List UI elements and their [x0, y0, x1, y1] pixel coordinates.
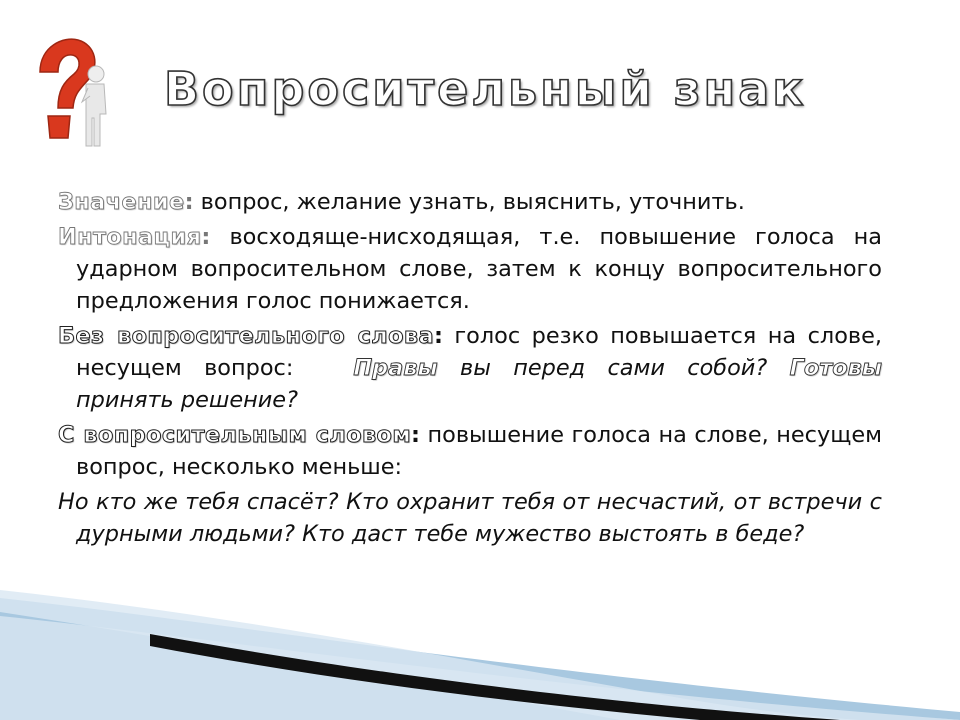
meaning-term: Значение	[58, 189, 185, 215]
intonation-text: восходяще-нисходящая, т.е. повышение голоса на ударном вопросительном слове, затем к концу вопросительного предложения голос понижается.	[76, 224, 882, 314]
decorative-swoosh	[0, 590, 960, 720]
example-1-rest: вы перед сами собой?	[437, 355, 768, 381]
example-paragraph: Но кто же тебя спасёт? Кто охранит тебя от несчастий, от встречи с дурными людьми? Кто даст тебе мужество выстоять в беде?	[58, 489, 882, 547]
example-2-rest: принять решение?	[76, 387, 298, 413]
with-word-paragraph	[58, 419, 882, 483]
with-word-text: повышение голоса на слове, несущем вопрос, несколько меньше:	[76, 422, 882, 480]
question-mark-figure-icon	[30, 34, 120, 154]
example-2-highlight: Готовы	[789, 355, 882, 381]
without-word-term: Без вопросительного слова	[58, 323, 434, 349]
without-word-text: голос резко повышается на слове, несущем вопрос:	[76, 323, 882, 381]
meaning-colon: :	[184, 189, 194, 215]
slide-title: Вопросительный знак	[164, 62, 807, 116]
with-word-colon: :	[411, 422, 421, 448]
meaning-text: вопрос, желание узнать, выяснить, уточнить.	[193, 189, 745, 215]
without-word-colon: :	[433, 323, 443, 349]
without-word-paragraph	[58, 320, 882, 416]
example-1-highlight: Правы	[353, 355, 438, 381]
intonation-colon: :	[201, 224, 211, 250]
intonation-term: Интонация	[58, 224, 202, 250]
intonation-paragraph	[58, 221, 882, 317]
slide-body	[58, 186, 882, 550]
with-word-term: С вопросительным словом	[58, 422, 412, 448]
meaning-paragraph	[58, 186, 882, 218]
